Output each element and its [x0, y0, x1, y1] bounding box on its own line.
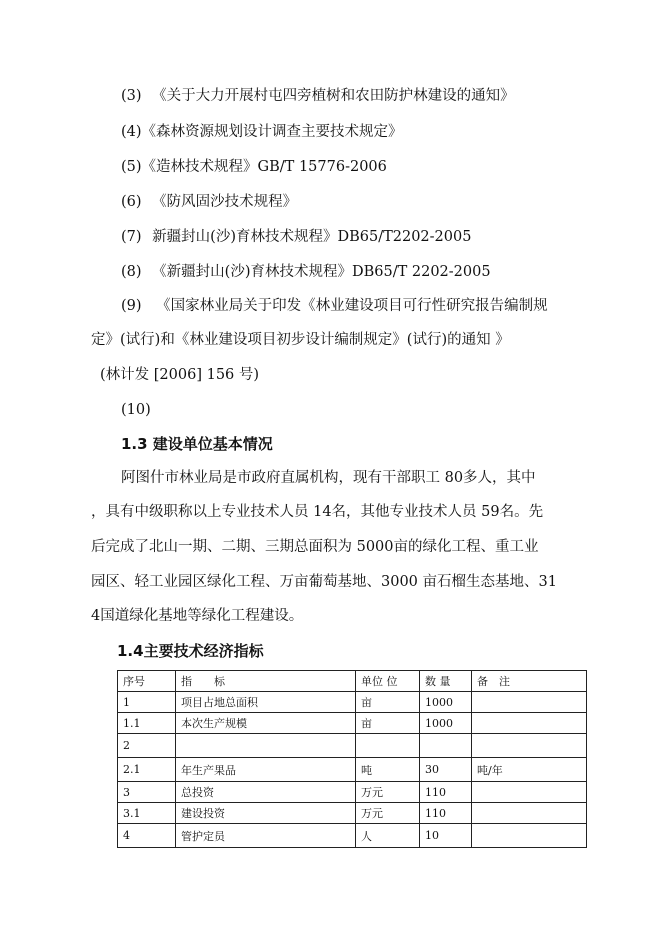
reference-item	[121, 87, 515, 105]
table-row	[118, 782, 587, 803]
paragraph-line: ，具有中级职称以上专业技术人员 14名，其他专业技术人员 59名。先	[91, 504, 544, 520]
paragraph-line: 园区、轻工业园区绿化工程、万亩葡萄基地、3000 亩石榴生态基地、31	[91, 574, 557, 590]
indicators-table	[117, 670, 587, 848]
table-cell: 110	[420, 782, 472, 803]
reference-number: (4)	[121, 124, 142, 140]
section-heading: 1.3 建设单位基本情况	[121, 435, 273, 453]
table-cell: 万元	[356, 782, 420, 803]
table-header-cell: 备 注	[472, 671, 587, 692]
table-cell	[472, 803, 587, 824]
table-cell: 人	[356, 824, 420, 848]
reference-text: 《新疆封山(沙)育林技术规程》DB65/T 2202-2005	[152, 264, 491, 280]
table-row	[118, 824, 587, 848]
table-cell	[356, 734, 420, 758]
table-cell	[472, 824, 587, 848]
table-cell: 项目占地总面积	[176, 692, 356, 713]
reference-item	[121, 297, 548, 315]
table-header-cell: 单位 位	[356, 671, 420, 692]
paragraph-line: 阿图什市林业局是市政府直属机构，现有干部职工 80多人，其中	[121, 470, 536, 486]
table-row	[118, 803, 587, 824]
table-cell: 10	[420, 824, 472, 848]
reference-item	[121, 123, 403, 141]
table-header-row	[118, 671, 587, 692]
paragraph-line: 后完成了北山一期、二期、三期总面积为 5000亩的绿化工程、重工业	[91, 539, 539, 555]
table-cell: 总投资	[176, 782, 356, 803]
table-cell: 2.1	[118, 758, 176, 782]
reference-number: (6)	[121, 194, 142, 210]
reference-text: 新疆封山(沙)育林技术规程》DB65/T2202-2005	[152, 229, 472, 245]
table-cell	[472, 782, 587, 803]
table-header-cell: 数 量	[420, 671, 472, 692]
reference-number: (10)	[121, 402, 151, 418]
table-row	[118, 734, 587, 758]
reference-item	[121, 158, 387, 176]
reference-item	[121, 228, 471, 246]
table-cell: 吨	[356, 758, 420, 782]
table-row	[118, 692, 587, 713]
reference-text-continued: (林计发 [2006] 156 号)	[100, 367, 260, 383]
reference-text: 《造林技术规程》GB/T 15776-2006	[141, 159, 387, 175]
table-cell: 管护定员	[176, 824, 356, 848]
reference-text-continued: 定》(试行)和《林业建设项目初步设计编制规定》(试行)的通知 》	[91, 332, 510, 348]
reference-text: 《国家林业局关于印发《林业建设项目可行性研究报告编制规	[156, 298, 548, 314]
table-cell: 亩	[356, 713, 420, 734]
table-cell: 年生产果品	[176, 758, 356, 782]
table-cell: 1000	[420, 713, 472, 734]
table-cell	[176, 734, 356, 758]
table-cell: 3.1	[118, 803, 176, 824]
table-cell	[420, 734, 472, 758]
reference-item	[121, 263, 491, 281]
reference-number: (3)	[121, 88, 142, 104]
table-row	[118, 758, 587, 782]
reference-text: 《森林资源规划设计调查主要技术规定》	[141, 124, 403, 140]
table-header-cell: 指 标	[176, 671, 356, 692]
table-cell: 1.1	[118, 713, 176, 734]
table-cell: 1000	[420, 692, 472, 713]
table-cell: 万元	[356, 803, 420, 824]
table-cell: 2	[118, 734, 176, 758]
table-cell: 3	[118, 782, 176, 803]
reference-number: (7)	[121, 229, 142, 245]
table-cell	[472, 692, 587, 713]
table-header-cell: 序号	[118, 671, 176, 692]
table-cell: 1	[118, 692, 176, 713]
reference-number: (5)	[121, 159, 142, 175]
table-cell: 亩	[356, 692, 420, 713]
table-row	[118, 713, 587, 734]
section-heading: 1.4主要技术经济指标	[117, 642, 264, 660]
table-cell	[472, 713, 587, 734]
table-cell: 本次生产规模	[176, 713, 356, 734]
paragraph-line: 4国道绿化基地等绿化工程建设。	[91, 608, 304, 624]
table-cell: 建设投资	[176, 803, 356, 824]
reference-text: 《防风固沙技术规程》	[152, 194, 298, 210]
table-cell	[472, 734, 587, 758]
table-cell: 4	[118, 824, 176, 848]
reference-number: (9)	[121, 298, 142, 314]
reference-item	[121, 401, 151, 419]
reference-number: (8)	[121, 264, 142, 280]
table-cell: 110	[420, 803, 472, 824]
reference-item	[121, 193, 297, 211]
reference-text: 《关于大力开展村屯四旁植树和农田防护林建设的通知》	[152, 88, 515, 104]
table-cell: 30	[420, 758, 472, 782]
table-cell: 吨/年	[472, 758, 587, 782]
